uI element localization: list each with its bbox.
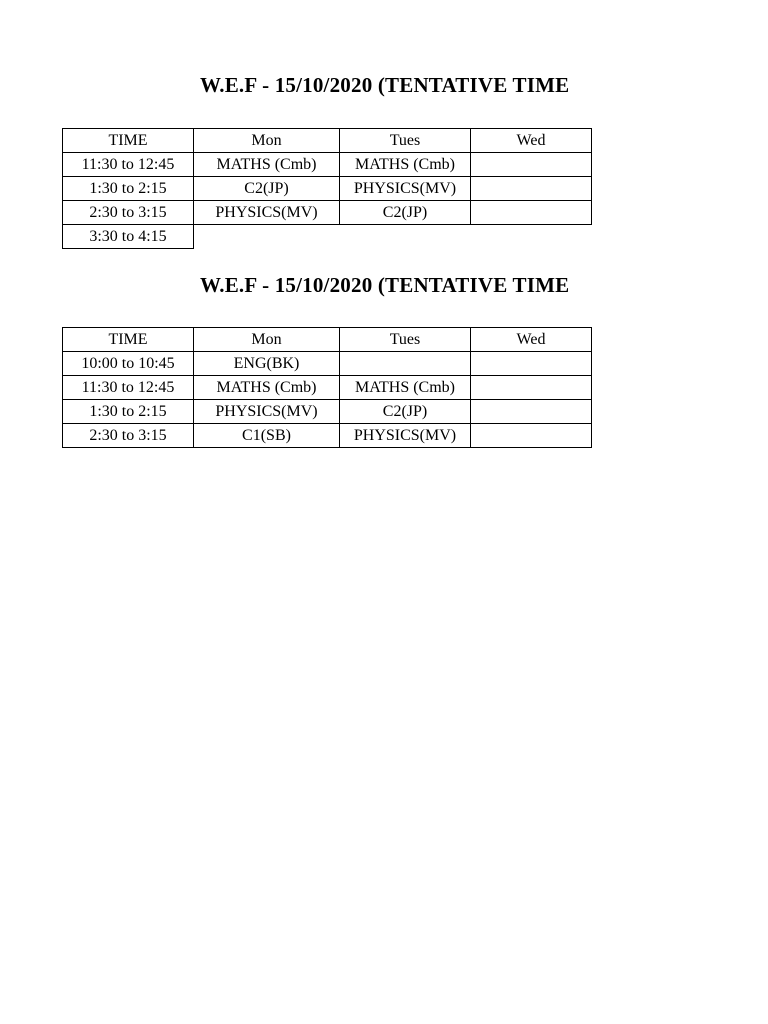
header-mon: Mon [194,328,340,352]
cell-tues: PHYSICS(MV) [340,424,471,448]
header-time: TIME [63,129,194,153]
cell-tues: C2(JP) [340,201,471,225]
cell-tues: C2(JP) [340,400,471,424]
table-row [63,424,592,448]
cell-time: 3:30 to 4:15 [63,225,194,249]
cell-mon: PHYSICS(MV) [194,400,340,424]
cell-wed [471,352,592,376]
table-row [63,352,592,376]
cell-tues: PHYSICS(MV) [340,177,471,201]
cell-time: 2:30 to 3:15 [63,424,194,448]
cell-wed [471,225,592,249]
cell-wed [471,201,592,225]
cell-mon: C1(SB) [194,424,340,448]
title-clip [0,270,592,300]
table-header-row [63,328,592,352]
header-time: TIME [63,328,194,352]
cell-time: 11:30 to 12:45 [63,376,194,400]
cell-wed [471,177,592,201]
cell-time: 10:00 to 10:45 [63,352,194,376]
header-tues: Tues [340,328,471,352]
cell-wed [471,424,592,448]
table-row [63,225,592,249]
cell-mon: MATHS (Cmb) [194,153,340,177]
table-header-row [63,129,592,153]
cell-mon: ENG(BK) [194,352,340,376]
cell-time: 2:30 to 3:15 [63,201,194,225]
header-tues: Tues [340,129,471,153]
cell-mon: MATHS (Cmb) [194,376,340,400]
cell-mon [194,225,340,249]
cell-mon: PHYSICS(MV) [194,201,340,225]
cell-tues [340,352,471,376]
cell-wed [471,400,592,424]
timetable-table [62,327,592,448]
header-wed: Wed [471,129,592,153]
timetable-table [62,128,592,249]
cell-mon: C2(JP) [194,177,340,201]
table-row [63,400,592,424]
cell-tues [340,225,471,249]
cell-wed [471,376,592,400]
table-row [63,153,592,177]
cell-tues: MATHS (Cmb) [340,153,471,177]
cell-time: 1:30 to 2:15 [63,177,194,201]
table-row [63,177,592,201]
cell-time: 1:30 to 2:15 [63,400,194,424]
table-row [63,376,592,400]
title-clip [0,70,592,100]
timetable-title: W.E.F - 15/10/2020 (TENTATIVE TIME [200,273,570,297]
cell-wed [471,153,592,177]
header-wed: Wed [471,328,592,352]
table-row [63,201,592,225]
cell-tues: MATHS (Cmb) [340,376,471,400]
header-mon: Mon [194,129,340,153]
timetable-title: W.E.F - 15/10/2020 (TENTATIVE TIME [200,73,570,97]
cell-time: 11:30 to 12:45 [63,153,194,177]
